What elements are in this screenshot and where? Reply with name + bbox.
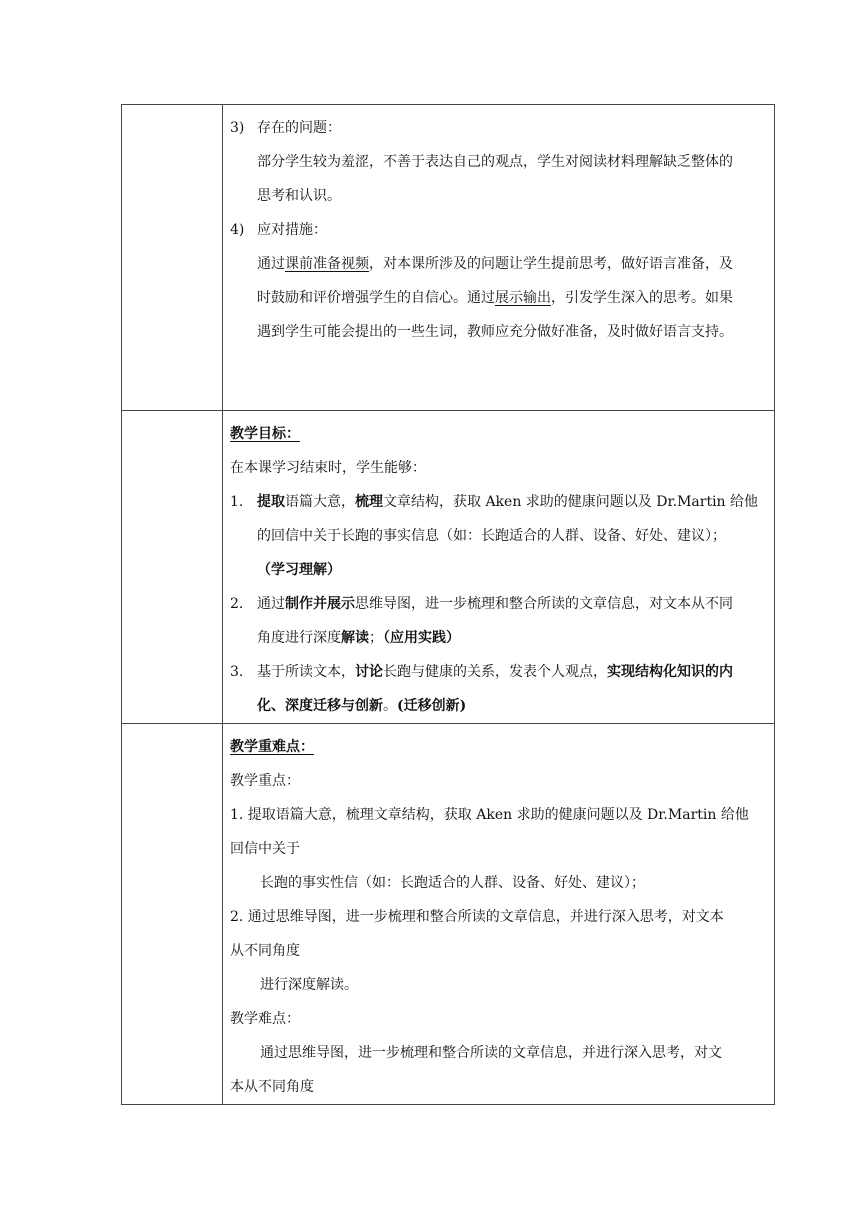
bold-term: 讨论 xyxy=(355,664,383,680)
measure-text: ，对本课所涉及的问题让学生提前思考，做好语言准备，及 xyxy=(369,256,733,272)
item-number: 1. xyxy=(230,494,244,510)
label-cell xyxy=(122,105,223,411)
measure-text: 时鼓励和评价增强学生的自信心。通过 xyxy=(257,290,495,306)
section-heading: 教学目标： xyxy=(230,426,300,442)
section-heading: 教学重难点： xyxy=(230,739,314,755)
label-cell xyxy=(122,724,223,1105)
content-cell-key-points xyxy=(223,724,775,1105)
measure-text: 通过 xyxy=(257,256,285,272)
text: 语篇大意， xyxy=(285,494,355,510)
bold-term: 化、深度迁移与创新 xyxy=(257,698,383,714)
problem-line-2: 思考和认识。 xyxy=(257,188,341,204)
text: 长跑与健康的关系，发表个人观点， xyxy=(383,664,607,680)
table-row xyxy=(122,411,775,724)
objective-tag: （学习理解） xyxy=(257,562,341,578)
item-number: 4) xyxy=(230,222,245,238)
list-item xyxy=(230,655,768,689)
key-point-line: 长跑的事实性信（如：长跑适合的人群、设备、好处、建议）； xyxy=(260,875,645,891)
underlined-term: 展示输出 xyxy=(495,290,551,306)
problem-line-1: 部分学生较为羞涩，不善于表达自己的观点，学生对阅读材料理解缺乏整体的 xyxy=(257,154,733,170)
objective-line xyxy=(230,621,768,655)
list-item xyxy=(230,485,768,519)
key-point-line: 1. 提取语篇大意，梳理文章结构，获取 Aken 求助的健康问题以及 Dr.Martin 给他 xyxy=(230,807,749,823)
item-number: 3) xyxy=(230,120,245,136)
measure-line-1 xyxy=(230,247,768,281)
text: 思维导图，进一步梳理和整合所读的文章信息，对文本从不同 xyxy=(355,596,733,612)
text: 角度进行深度 xyxy=(257,630,341,646)
bold-term: 提取 xyxy=(257,494,285,510)
measure-line-2 xyxy=(230,281,768,315)
key-point-line: 进行深度解读。 xyxy=(260,977,358,993)
list-item xyxy=(230,213,768,247)
list-item xyxy=(230,111,768,145)
text: ； xyxy=(369,630,383,646)
content-cell-objectives xyxy=(223,411,775,724)
key-point-line: 回信中关于 xyxy=(230,841,300,857)
text: 基于所读文本， xyxy=(257,664,355,680)
measure-text: ，引发学生深入的思考。如果 xyxy=(551,290,733,306)
difficulty-label: 教学难点： xyxy=(230,1011,300,1027)
text: 文章结构，获取 Aken 求助的健康问题以及 Dr.Martin 给他 xyxy=(383,494,759,510)
item-number: 3. xyxy=(230,664,244,680)
bold-term: 制作并展示 xyxy=(285,596,355,612)
table-row xyxy=(122,105,775,411)
difficulty-line: 本从不同角度 xyxy=(230,1079,314,1095)
lesson-plan-table xyxy=(121,104,775,1105)
text: 通过 xyxy=(257,596,285,612)
key-point-line: 从不同角度 xyxy=(230,943,300,959)
objective-line xyxy=(230,689,768,723)
item-title: 应对措施： xyxy=(257,222,327,238)
label-cell xyxy=(122,411,223,724)
bold-term: 解读 xyxy=(341,630,369,646)
measure-line-3: 遇到学生可能会提出的一些生词，教师应充分做好准备，及时做好语言支持。 xyxy=(257,324,733,340)
difficulty-line: 通过思维导图，进一步梳理和整合所读的文章信息，并进行深入思考，对文 xyxy=(260,1045,722,1061)
item-title: 存在的问题： xyxy=(257,120,341,136)
bold-term: 实现结构化知识的内 xyxy=(607,664,733,680)
list-item xyxy=(230,587,768,621)
table-row xyxy=(122,724,775,1105)
objective-line: 的回信中关于长跑的事实信息（如：长跑适合的人群、设备、好处、建议）； xyxy=(257,528,726,544)
content-cell-problems xyxy=(223,105,775,411)
text: 。 xyxy=(383,698,397,714)
key-points-label: 教学重点： xyxy=(230,773,300,789)
item-number: 2. xyxy=(230,596,244,612)
key-point-line: 2. 通过思维导图，进一步梳理和整合所读的文章信息，并进行深入思考，对文本 xyxy=(230,909,724,925)
bold-term: 梳理 xyxy=(355,494,383,510)
objectives-intro: 在本课学习结束时，学生能够： xyxy=(230,460,426,476)
objective-tag: (迁移创新) xyxy=(397,698,467,714)
objective-tag: （应用实践） xyxy=(383,630,460,646)
underlined-term: 课前准备视频 xyxy=(285,256,369,272)
